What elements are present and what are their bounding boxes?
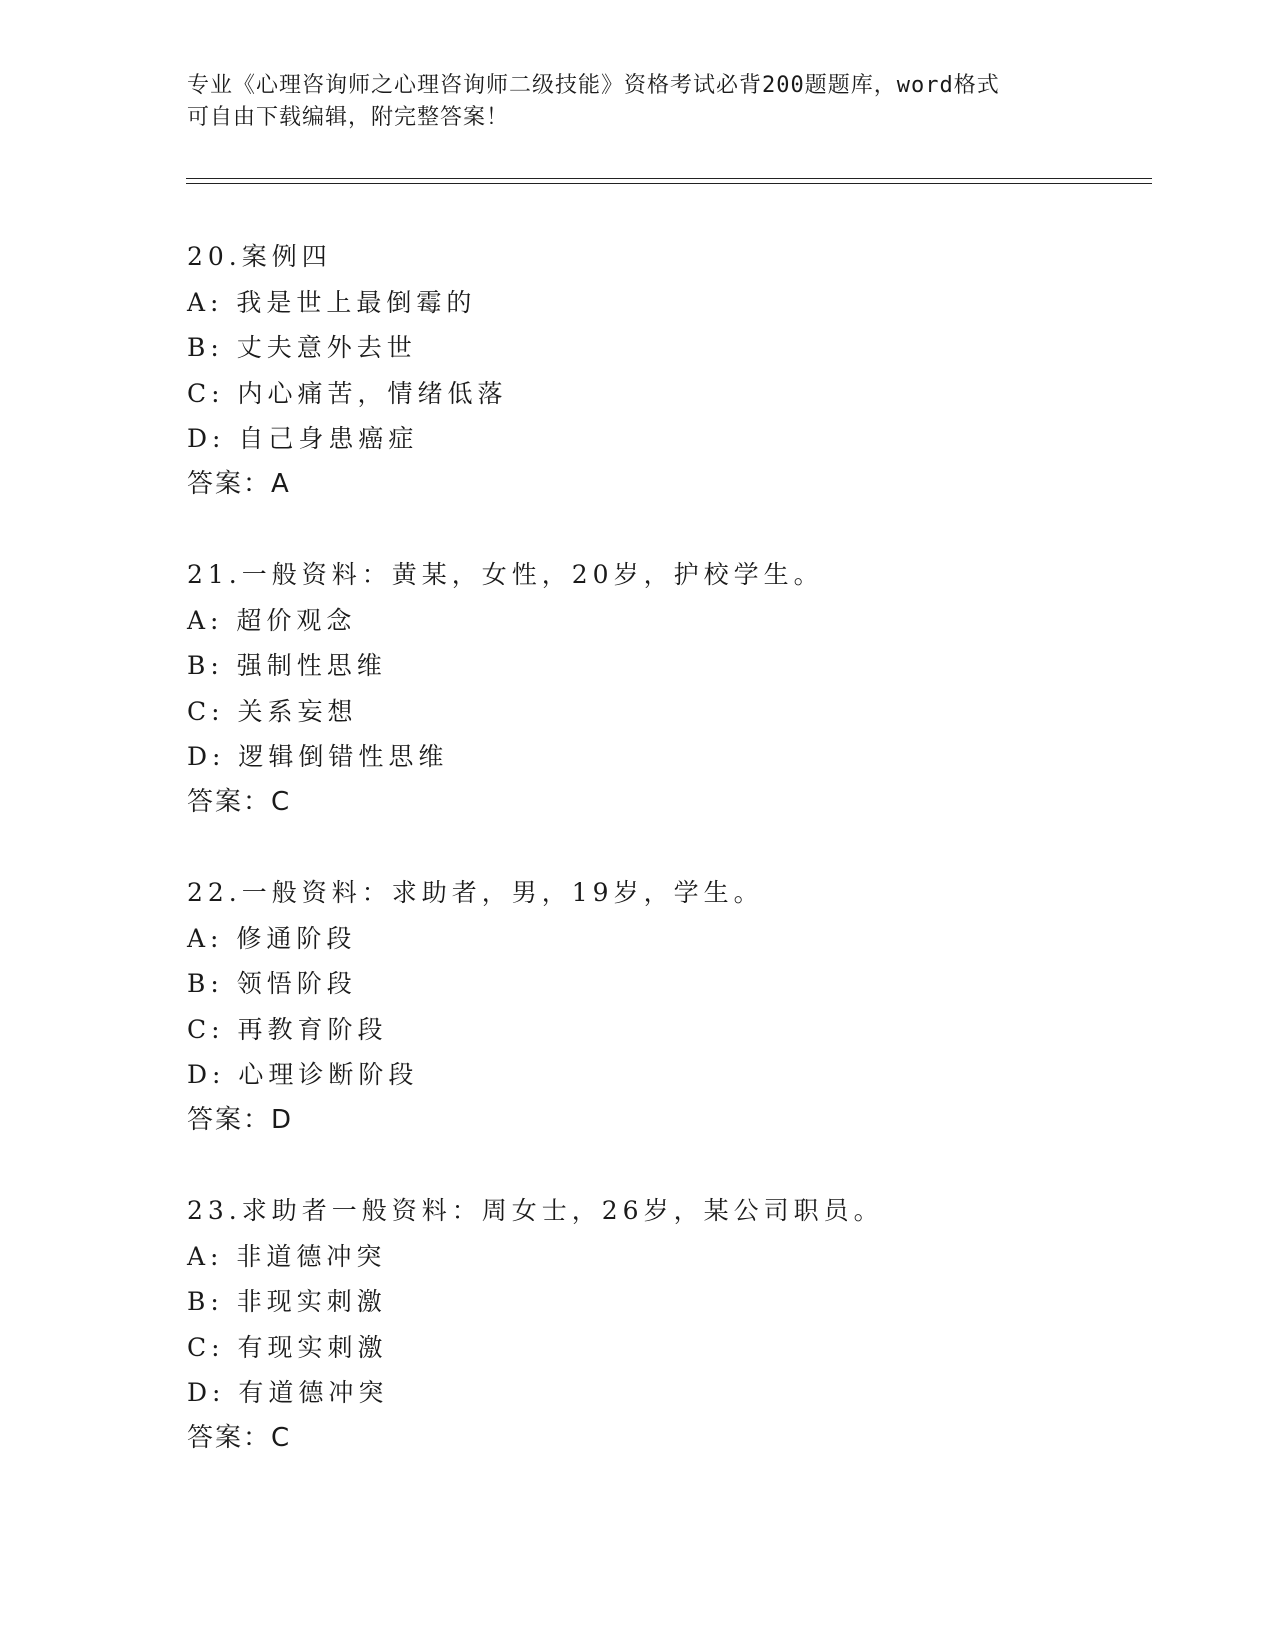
header-divider-top bbox=[186, 178, 1152, 179]
question-23 bbox=[187, 1188, 884, 1461]
option-a: A: 超价观念 bbox=[187, 605, 357, 635]
question-21 bbox=[187, 552, 824, 825]
option-c: C: 再教育阶段 bbox=[187, 1014, 388, 1044]
question-22 bbox=[187, 870, 764, 1143]
question-stem: 23.求助者一般资料：周女士，26岁，某公司职员。 bbox=[187, 1196, 884, 1225]
header-line-2: 可自由下载编辑，附完整答案！ bbox=[187, 105, 510, 130]
question-stem: 22.一般资料：求助者，男，19岁，学生。 bbox=[187, 878, 764, 907]
option-a: A: 修通阶段 bbox=[187, 923, 357, 953]
option-d: D: 心理诊断阶段 bbox=[187, 1060, 419, 1089]
question-stem: 21.一般资料：黄某，女性，20岁，护校学生。 bbox=[187, 560, 824, 589]
answer: 答案：C bbox=[187, 1422, 292, 1453]
option-c: C: 关系妄想 bbox=[187, 696, 358, 726]
document-header bbox=[187, 70, 1067, 134]
option-d: D: 自己身患癌症 bbox=[187, 424, 419, 453]
question-stem: 20.案例四 bbox=[187, 242, 332, 271]
option-b: B: 非现实刺激 bbox=[187, 1287, 387, 1316]
option-d: D: 有道德冲突 bbox=[187, 1378, 389, 1407]
header-divider-bottom bbox=[186, 183, 1152, 184]
answer: 答案：C bbox=[187, 786, 292, 817]
option-b: B: 强制性思维 bbox=[187, 651, 387, 680]
answer: 答案：A bbox=[187, 468, 291, 499]
option-c: C: 内心痛苦，情绪低落 bbox=[187, 378, 508, 408]
option-b: B: 丈夫意外去世 bbox=[187, 333, 417, 362]
option-b: B: 领悟阶段 bbox=[187, 969, 357, 998]
option-a: A: 我是世上最倒霉的 bbox=[187, 287, 477, 317]
option-a: A: 非道德冲突 bbox=[187, 1241, 387, 1271]
header-line-1: 专业《心理咨询师之心理咨询师二级技能》资格考试必背200题题库，word格式 bbox=[187, 73, 1000, 98]
option-c: C: 有现实刺激 bbox=[187, 1332, 388, 1362]
answer: 答案：D bbox=[187, 1104, 294, 1135]
option-d: D: 逻辑倒错性思维 bbox=[187, 742, 449, 771]
question-20 bbox=[187, 234, 508, 507]
